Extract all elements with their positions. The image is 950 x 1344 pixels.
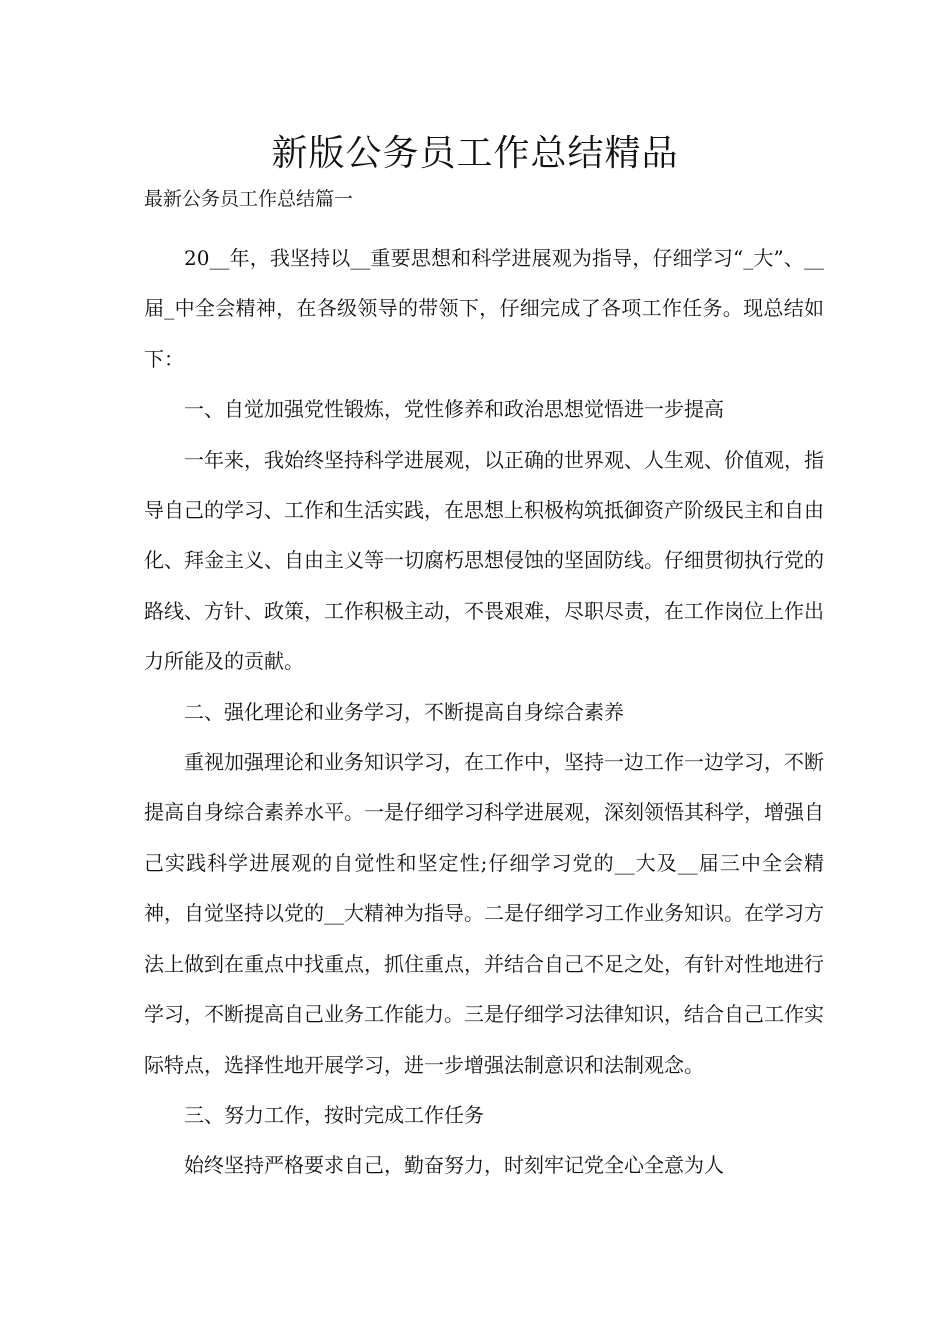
- paragraph-intro: 20__年，我坚持以__重要思想和科学进展观为指导，仔细学习“_大”、__届_中全会精神，在各级领导的带领下，仔细完成了各项工作任务。现总结如下：: [144, 246, 824, 371]
- document-body: [144, 233, 824, 1191]
- paragraph-section-1: 一年来，我始终坚持科学进展观，以正确的世界观、人生观、价值观，指导自己的学习、工作和生活实践，在思想上积极构筑抵御资产阶级民主和自由化、拜金主义、自由主义等一切腐朽思想侵蚀的坚固防线。仔细贯彻执行党的路线、方针、政策，工作积极主动，不畏艰难，尽职尽责，在工作岗位上作出力所能及的贡献。: [144, 447, 824, 674]
- document-subtitle: 最新公务员工作总结篇一: [144, 188, 354, 210]
- section-heading-2: 二、强化理论和业务学习，不断提高自身综合素养: [184, 699, 624, 724]
- section-heading-3: 三、努力工作，按时完成工作任务: [184, 1102, 484, 1127]
- paragraph-section-2: 重视加强理论和业务知识学习，在工作中，坚持一边工作一边学习，不断提高自身综合素养水平。一是仔细学习科学进展观，深刻领悟其科学，增强自己实践科学进展观的自觉性和坚定性;仔细学习党的__大及__届三中全会精神，自觉坚持以党的__大精神为指导。二是仔细学习工作业务知识。在学习方法上做到在重点中找重点，抓住重点，并结合自己不足之处，有针对性地进行学习，不断提高自己业务工作能力。三是仔细学习法律知识，结合自己工作实际特点，选择性地开展学习，进一步增强法制意识和法制观念。: [144, 750, 824, 1077]
- document-title: 新版公务员工作总结精品: [271, 133, 679, 174]
- paragraph-section-3: 始终坚持严格要求自己，勤奋努力，时刻牢记党全心全意为人: [184, 1153, 724, 1178]
- section-heading-1: 一、自觉加强党性锻炼，党性修养和政治思想觉悟进一步提高: [184, 397, 724, 422]
